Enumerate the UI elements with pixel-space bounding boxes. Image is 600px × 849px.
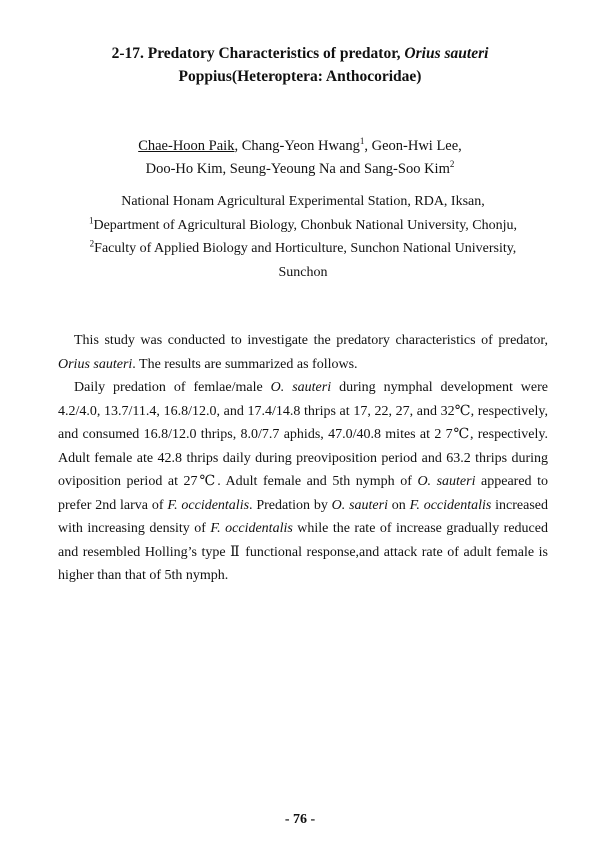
title-line2: Poppius(Heteroptera: Anthocoridae) — [178, 68, 422, 85]
abstract-paragraph-2: Daily predation of femlae/male O. sauteri during nymphal development were 4.2/4.0, 13.7/11.4, 16.8/12.0, and 17.4/14.8 thrips at 17, 22, 27, and 32℃, respectively, and consumed 16.8/12.0 thrips, 8.0/7.7 aphids, 47.0/40.8 mites at 2 7℃, respectively. Adult female ate 42.8 thrips daily during preoviposition period and 63.2 thrips during oviposition period at 27℃. Adult female and 5th nymph of O. sauteri appeared to prefer 2nd larva of F. occidentalis. Predation by O. sauteri on F. occidentalis increased with increasing density of F. occidentalis while the rate of increase gradually reduced and resembled Holling’s type Ⅱ functional response,and attack rate of adult female is higher than that of 5th nymph. — [58, 380, 549, 583]
page-number: - 76 - — [284, 812, 316, 827]
affiliation-2-city: Sunchon — [278, 264, 328, 280]
affiliation-2: $^2$Faculty of Applied Biology and Horticulture, Sunchon National University, — [89, 238, 517, 256]
title-line1: 2-17. Predatory Characteristics of predator, Orius sauteri — [111, 45, 489, 62]
affiliation-1: $^1$Department of Agricultural Biology, Chonbuk National University, Chonju, — [88, 214, 518, 233]
abstract — [58, 329, 548, 588]
paper-title — [40, 42, 560, 88]
author-list: Chae-Hoon Paik, Chang-Yeon Hwang$^1$, Geon-Hwi Lee, Doo-Ho Kim, Seung-Yeoung Na and Sang-Soo Kim$^2$ — [138, 136, 462, 177]
affiliations — [68, 190, 538, 284]
first-author: Chae-Hoon Paik — [138, 138, 235, 154]
affiliation-0: National Honam Agricultural Experimental Station, RDA, Iksan, — [121, 194, 485, 209]
title-species: Orius sauteri — [404, 45, 489, 62]
abstract-paragraph-1: This study was conducted to investigate the predatory characteristics of predator, Orius sauteri. The results are summarized as follows. — [58, 333, 548, 372]
